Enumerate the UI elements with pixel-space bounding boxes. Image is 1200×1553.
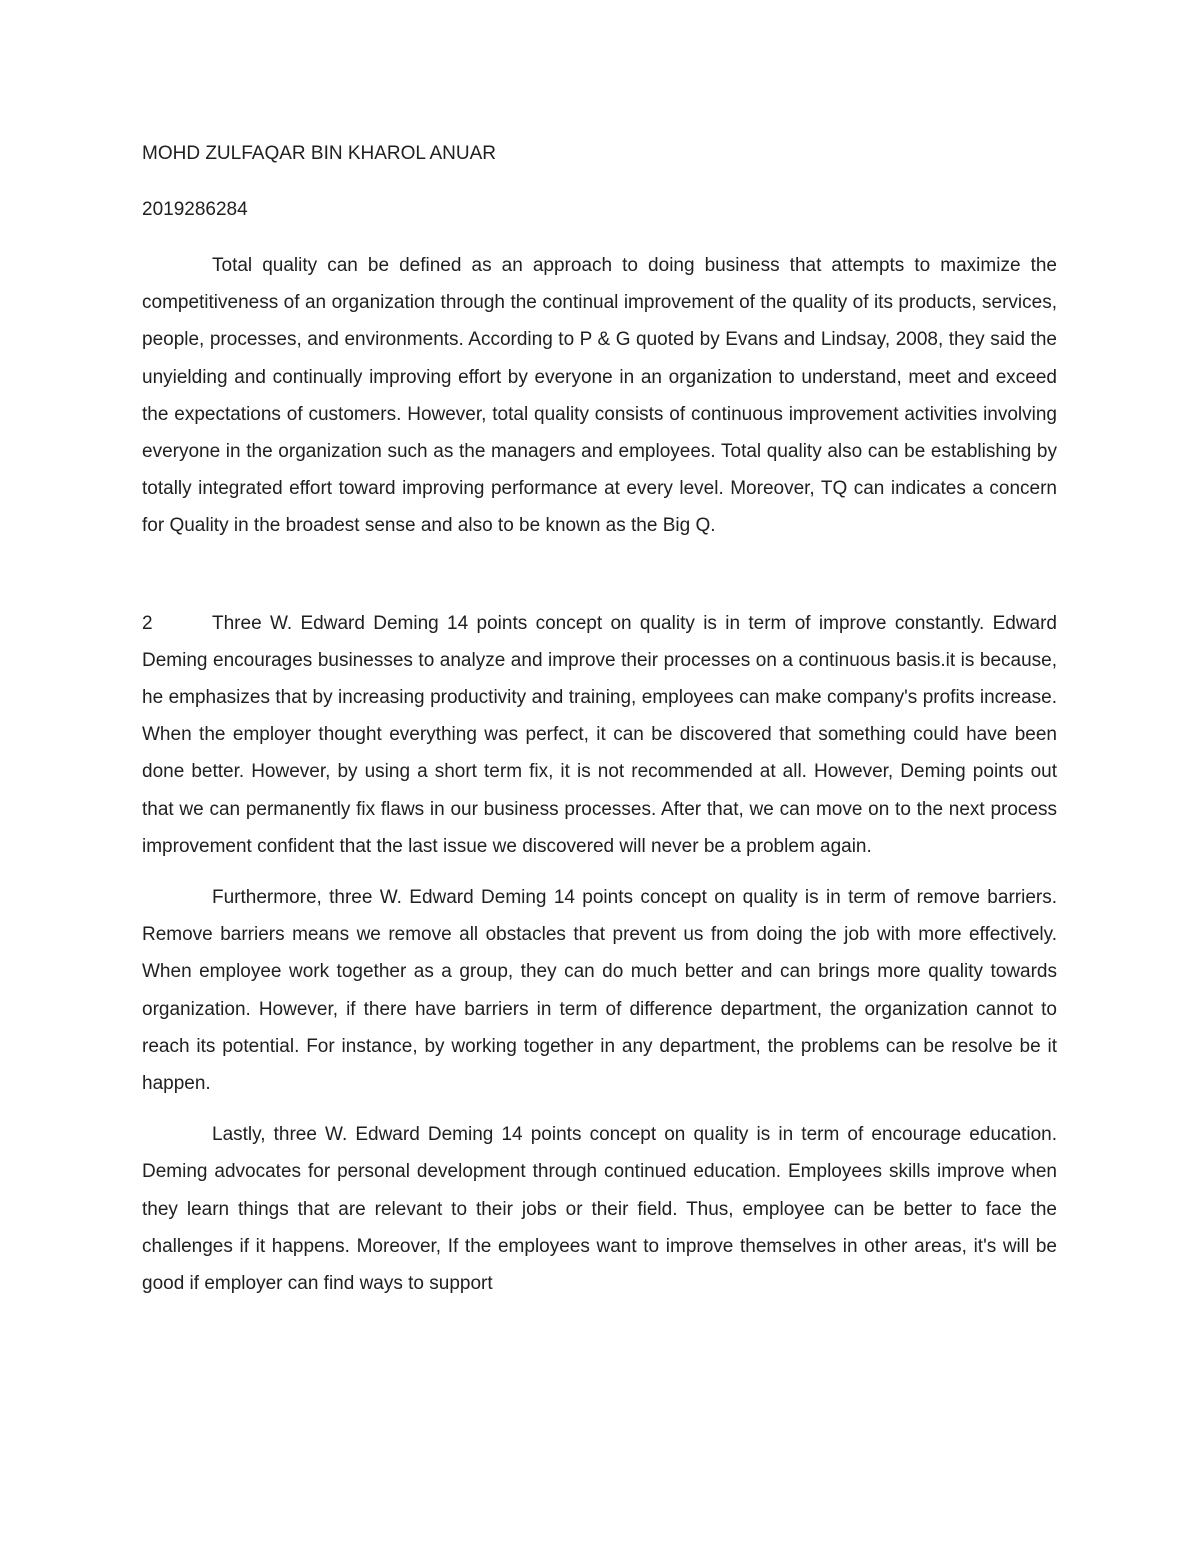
author-name: MOHD ZULFAQAR BIN KHAROL ANUAR [142, 143, 497, 164]
paragraph-text: Three W. Edward Deming 14 points concept on quality is in term of improve constantly. Edward Deming encourages businesses to analyze and improve their processes on a continuous basis.it is because, he emphasizes that by increasing productivity and training, employees can make company's profits increase. When the employer thought everything was perfect, it can be discovered that something could have been done better. However, by using a short term fix, it is not recommended at all. However, Deming points out that we can permanently fix flaws in our business processes. After that, we can move on to the next process improvement confident that the last issue we discovered will never be a problem again. [142, 612, 1057, 857]
paragraph-remove-barriers: Furthermore, three W. Edward Deming 14 points concept on quality is in term of remove barriers. Remove barriers means we remove all obstacles that prevent us from doing the job with more effectively. When employee work together as a group, they can do much better and can brings more quality towards organization. However, if there have barriers in term of difference department, the organization cannot to reach its potential. For instance, by working together in any department, the problems can be resolve be it happen. [142, 887, 1057, 1095]
paragraph-improve-constantly [142, 605, 1057, 865]
section-number: 2 [142, 612, 153, 634]
paragraph-encourage-education: Lastly, three W. Edward Deming 14 points concept on quality is in term of encourage education. Deming advocates for personal development through continued education. Employees skills improve when they learn things that are relevant to their jobs or their field. Thus, employee can be better to face the challenges if it happens. Moreover, If the employees want to improve themselves in other areas, it's will be good if employer can find ways to support [142, 1124, 1057, 1295]
paragraph-total-quality: Total quality can be defined as an approach to doing business that attempts to maximize the competitiveness of an organization through the continual improvement of the quality of its products, services, people, processes, and environments. According to P & G quoted by Evans and Lindsay, 2008, they said the unyielding and continually improving effort by everyone in an organization to understand, meet and exceed the expectations of customers. However, total quality consists of continuous improvement activities involving everyone in the organization such as the managers and employees. Total quality also can be establishing by totally integrated effort toward improving performance at every level. Moreover, TQ can indicates a concern for Quality in the broadest sense and also to be known as the Big Q. [142, 255, 1057, 537]
document-body [142, 141, 1057, 1302]
student-id: 2019286284 [142, 199, 248, 220]
